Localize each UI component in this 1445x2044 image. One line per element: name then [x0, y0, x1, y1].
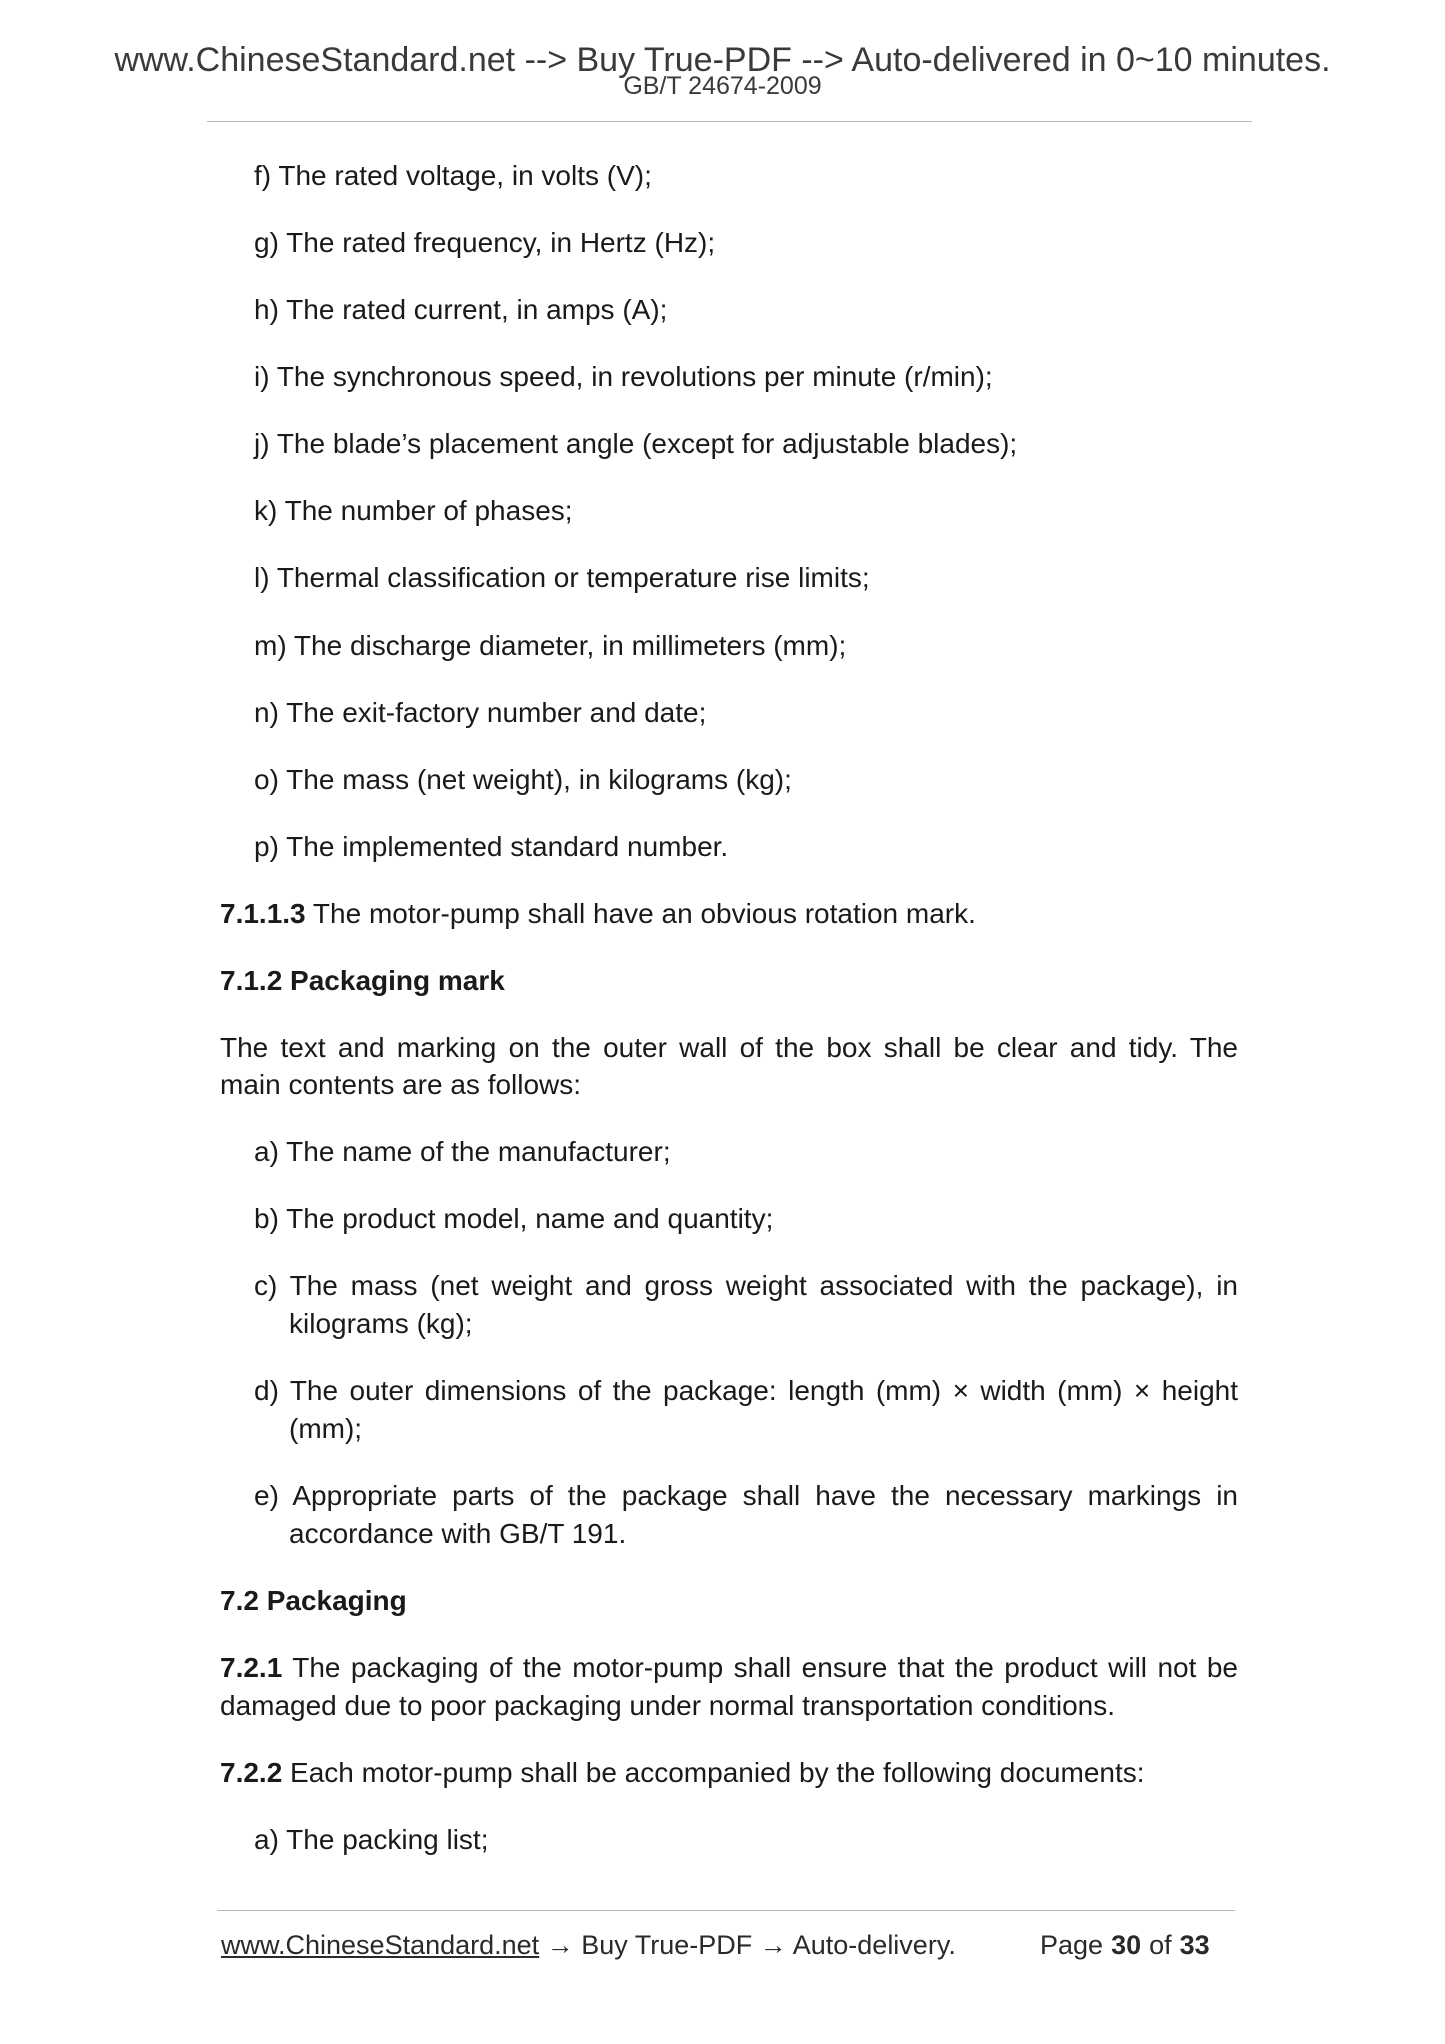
clause-number: 7.2.2	[220, 1757, 283, 1788]
clause-continuation: damaged due to poor packaging under normal transportation conditions.	[220, 1690, 1116, 1721]
site-banner: www.ChineseStandard.net --> Buy True-PDF --> Auto-delivered in 0~10 minutes.	[114, 41, 1331, 79]
page-number: 30	[1111, 1930, 1142, 1960]
page-label: Page	[1040, 1930, 1104, 1960]
list-item: c) The mass (net weight and gross weight associated with the package), in	[254, 1270, 1238, 1301]
clause-7-2-2	[220, 1754, 1145, 1792]
list-item: k) The number of phases;	[254, 495, 573, 526]
list-item: d) The outer dimensions of the package: length (mm) × width (mm) × height	[254, 1375, 1238, 1406]
list-item-continuation: (mm);	[289, 1413, 363, 1444]
list-item: o) The mass (net weight), in kilograms (kg);	[254, 764, 792, 795]
list-item: p) The implemented standard number.	[254, 831, 729, 862]
clause-7-1-1-3	[220, 895, 976, 933]
paragraph-line: The text and marking on the outer wall of the box shall be clear and tidy. The	[220, 1032, 1238, 1063]
header-divider	[207, 121, 1252, 122]
list-item: j) The blade’s placement angle (except for adjustable blades);	[254, 428, 1018, 459]
clause-number: 7.1.1.3	[220, 898, 306, 929]
list-item: l) Thermal classification or temperature rise limits;	[254, 562, 870, 593]
clause-text: The packaging of the motor-pump shall ensure that the product will not be	[282, 1652, 1238, 1683]
document-number: GB/T 24674-2009	[623, 72, 822, 100]
section-heading-7-1-2: 7.1.2 Packaging mark	[220, 965, 505, 996]
clause-number: 7.2.1	[220, 1652, 283, 1683]
clause-7-2-1	[220, 1649, 1238, 1687]
clause-text: Each motor-pump shall be accompanied by the following documents:	[282, 1757, 1145, 1788]
list-item: m) The discharge diameter, in millimeters (mm);	[254, 630, 847, 661]
list-item: h) The rated current, in amps (A);	[254, 294, 668, 325]
of-label: of	[1149, 1930, 1172, 1960]
list-item: a) The name of the manufacturer;	[254, 1136, 671, 1167]
paragraph-line: main contents are as follows:	[220, 1069, 582, 1100]
section-heading-7-2: 7.2 Packaging	[220, 1585, 407, 1616]
list-item: n) The exit-factory number and date;	[254, 697, 707, 728]
footer-divider	[217, 1910, 1235, 1911]
list-item-continuation: accordance with GB/T 191.	[289, 1518, 627, 1549]
list-item: b) The product model, name and quantity;	[254, 1203, 774, 1234]
list-item: e) Appropriate parts of the package shall have the necessary markings in	[254, 1480, 1238, 1511]
list-item-continuation: kilograms (kg);	[289, 1308, 473, 1339]
clause-text: The motor-pump shall have an obvious rotation mark.	[305, 898, 976, 929]
page-indicator	[1040, 1927, 1218, 1963]
total-pages: 33	[1179, 1930, 1210, 1960]
list-item: f) The rated voltage, in volts (V);	[254, 160, 652, 191]
footer-site-link[interactable]: www.ChineseStandard.net	[221, 1930, 540, 1960]
list-item: a) The packing list;	[254, 1824, 489, 1855]
list-item: g) The rated frequency, in Hertz (Hz);	[254, 227, 716, 258]
footer-link-line	[221, 1927, 956, 1963]
list-item: i) The synchronous speed, in revolutions per minute (r/min);	[254, 361, 993, 392]
footer-link-suffix: → Buy True-PDF → Auto-delivery.	[539, 1930, 956, 1960]
